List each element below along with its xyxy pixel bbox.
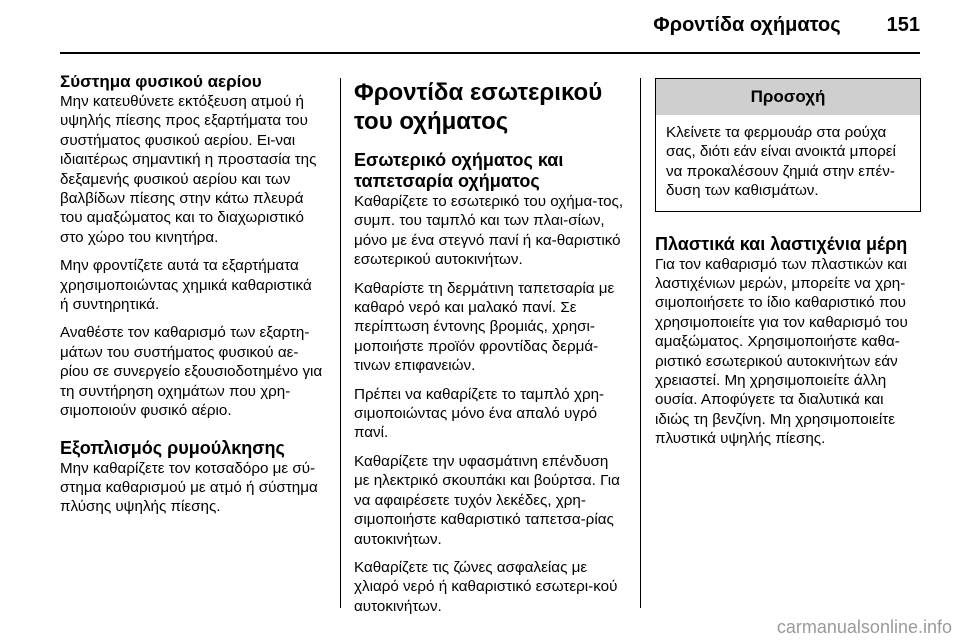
paragraph: Καθαρίζετε τις ζώνες ασφαλείας με χλιαρό νερό ή καθαριστικό εσωτερι-κού αυτοκινήτων.: [354, 558, 618, 615]
column-divider: [640, 78, 641, 608]
paragraph: Αναθέστε τον καθαρισμό των εξαρτη-μάτων του συστήματος φυσικού αε-ρίου σε συνεργείο εξουσιοδοτημένο για τη συντήρηση οχημάτων που χρη-σιμοποιούν φυσικό αέριο.: [60, 324, 323, 420]
watermark: carmanualsonline.info: [776, 617, 952, 637]
section-title-natural-gas: Σύστημα φυσικού αερίου: [60, 72, 262, 91]
page-title: Φροντίδα οχήματος: [653, 14, 841, 36]
column-right: [655, 78, 921, 458]
page-number: 151: [886, 14, 920, 36]
subheading-interior-upholstery: Εσωτερικό οχήματος και ταπετσαρία οχήματος: [354, 150, 564, 191]
paragraph: Μην φροντίζετε αυτά τα εξαρτήματα χρησιμοποιώντας χημικά καθαριστικά ή συντηρητικά.: [60, 257, 312, 314]
caution-text: Κλείνετε τα φερμουάρ στα ρούχα σας, διότι εάν είναι ανοικτά μπορεί να προκαλέσουν ζημιά στην επέν-δυση των καθισμάτων.: [666, 124, 896, 200]
column-divider: [340, 78, 341, 608]
paragraph: Μην κατευθύνετε εκτόξευση ατμού ή υψηλής πίεσης προς εξαρτήματα του συστήματος φυσικού αερίου. Ει-ναι ιδιαιτέρως σημαντική η προστασία της δεξαμενής φυσικού αερίου και των βαλβίδων πίεσης στην κάτω πλευρά του αμαξώματος και το διαχωριστικό στο χώρο του κινητήρα.: [60, 93, 317, 246]
paragraph: Για τον καθαρισμό των πλαστικών και λαστιχένιων μερών, μπορείτε να χρη-σιμοποιήσετε το ίδιο καθαριστικό που χρησιμοποιείτε για τον καθαρισμό του αμαξώματος. Χρησιμοποιήστε καθα-ριστικό εσωτερικού αυτοκινήτων εάν χρειαστεί. Μη χρησιμοποιείτε άλλη ουσία. Αποφύγετε τα διαλυτικά και ιδιώς τη βενζίνη. Μη χρησιμοποιείτε πλυστικά υψηλής πίεσης.: [655, 255, 908, 448]
paragraph: Καθαρίζετε την υφασμάτινη επένδυση με ηλεκτρικό σκουπάκι και βούρτσα. Για να αφαιρέσετε τυχόν λεκέδες, χρη-σιμοποιήστε καθαριστικό ταπετσα-ρίας αυτοκινήτων.: [354, 452, 620, 548]
page-header: [653, 14, 920, 44]
paragraph: Καθαρίστε τη δερμάτινη ταπετσαρία με καθαρό νερό και μαλακό πανί. Σε περίπτωση έντονης βρομιάς, χρησι-μοποιήστε προϊόν φροντίδας δερμά-τινων επιφανειών.: [354, 279, 615, 375]
section-title-towing: Εξοπλισμός ρυμούλκησης: [60, 437, 285, 458]
column-middle: [354, 78, 624, 625]
paragraph: Πρέπει να καθαρίζετε το ταμπλό χρη-σιμοποιώντας μόνο ένα απαλό υγρό πανί.: [354, 385, 605, 442]
paragraph: Καθαρίζετε το εσωτερικό του οχήμα-τος, συμπ. του ταμπλό και των πλαι-σίων, μόνο με ένα στεγνό πανί ή κα-θαριστικό εσωτερικού αυτοκινήτων.: [354, 193, 624, 269]
paragraph: Μην καθαρίζετε τον κοτσαδόρο με σύ-στημα καθαρισμού με ατμό ή σύστημα πλύσης υψηλής πίεσης.: [60, 459, 318, 516]
caution-title: Προσοχή: [656, 79, 920, 115]
section-heading-interior-care: Φροντίδα εσωτερικού του οχήματος: [354, 79, 603, 135]
caution-box: [655, 78, 921, 212]
section-title-plastic-rubber: Πλαστικά και λαστιχένια μέρη: [655, 233, 908, 254]
column-left: [60, 72, 324, 526]
header-rule: [60, 52, 920, 54]
